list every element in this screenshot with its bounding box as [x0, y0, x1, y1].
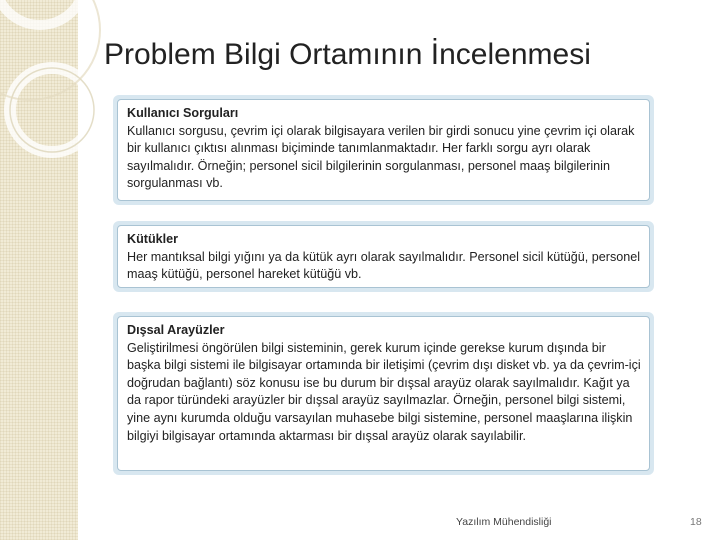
- panel-kullanici-sorgulari: [113, 95, 654, 205]
- panel-content: [117, 225, 650, 288]
- panel-content: [117, 316, 650, 471]
- footer-text: Yazılım Mühendisliği: [456, 516, 552, 528]
- panel-body: Kullanıcı sorgusu, çevrim içi olarak bilgisayara verilen bir girdi sonucu yine çevrim içi olarak bir kullanıcı çıktısı alınması biçiminde tanımlanmaktadır. Her farklı sorgu ayrı olarak sayılmalıdır. Örneğin; personel sicil bilgilerinin sorgulanması, personel maaş bilgilerinin sorgulanması vb.: [127, 123, 635, 191]
- panel-heading: Kullanıcı Sorguları: [127, 106, 239, 120]
- slide-title: Problem Bilgi Ortamının İncelenmesi: [104, 38, 591, 71]
- panel-dissal-arayuzler: [113, 312, 654, 475]
- page-number: 18: [690, 516, 702, 528]
- panel-kutukler: [113, 221, 654, 292]
- panel-heading: Dışsal Arayüzler: [127, 323, 225, 337]
- panel-heading: Kütükler: [127, 232, 179, 246]
- panel-body: Her mantıksal bilgi yığını ya da kütük ayrı olarak sayılmalıdır. Personel sicil kütüğü, personel maaş kütüğü, personel hareket kütüğü vb.: [127, 249, 641, 282]
- panel-content: [117, 99, 650, 201]
- panel-body: Geliştirilmesi öngörülen bilgi sisteminin, gerek kurum içinde gerekse kurum dışında bir başka bilgi sistemi ile bilgisayar ortamında bir iletişimi (çevrim dışı disket vb. ya da çevrim-içi doğrudan bağlantı) söz konusu ise bu durum bir dışsal arayüz olarak sayılmalıdır. Kağıt ya da rapor türündeki arayüzler bir dışsal arayüz sayılmazlar. Örneğin, personel bilgi sistemi, yine aynı kurumda olduğu varsayılan muhasebe bilgi sistemine, personel maaşlarına ilişkin bilgiyi bilgisayar ortamında aktarması bir dışsal arayüz olarak sayılabilir.: [127, 340, 641, 443]
